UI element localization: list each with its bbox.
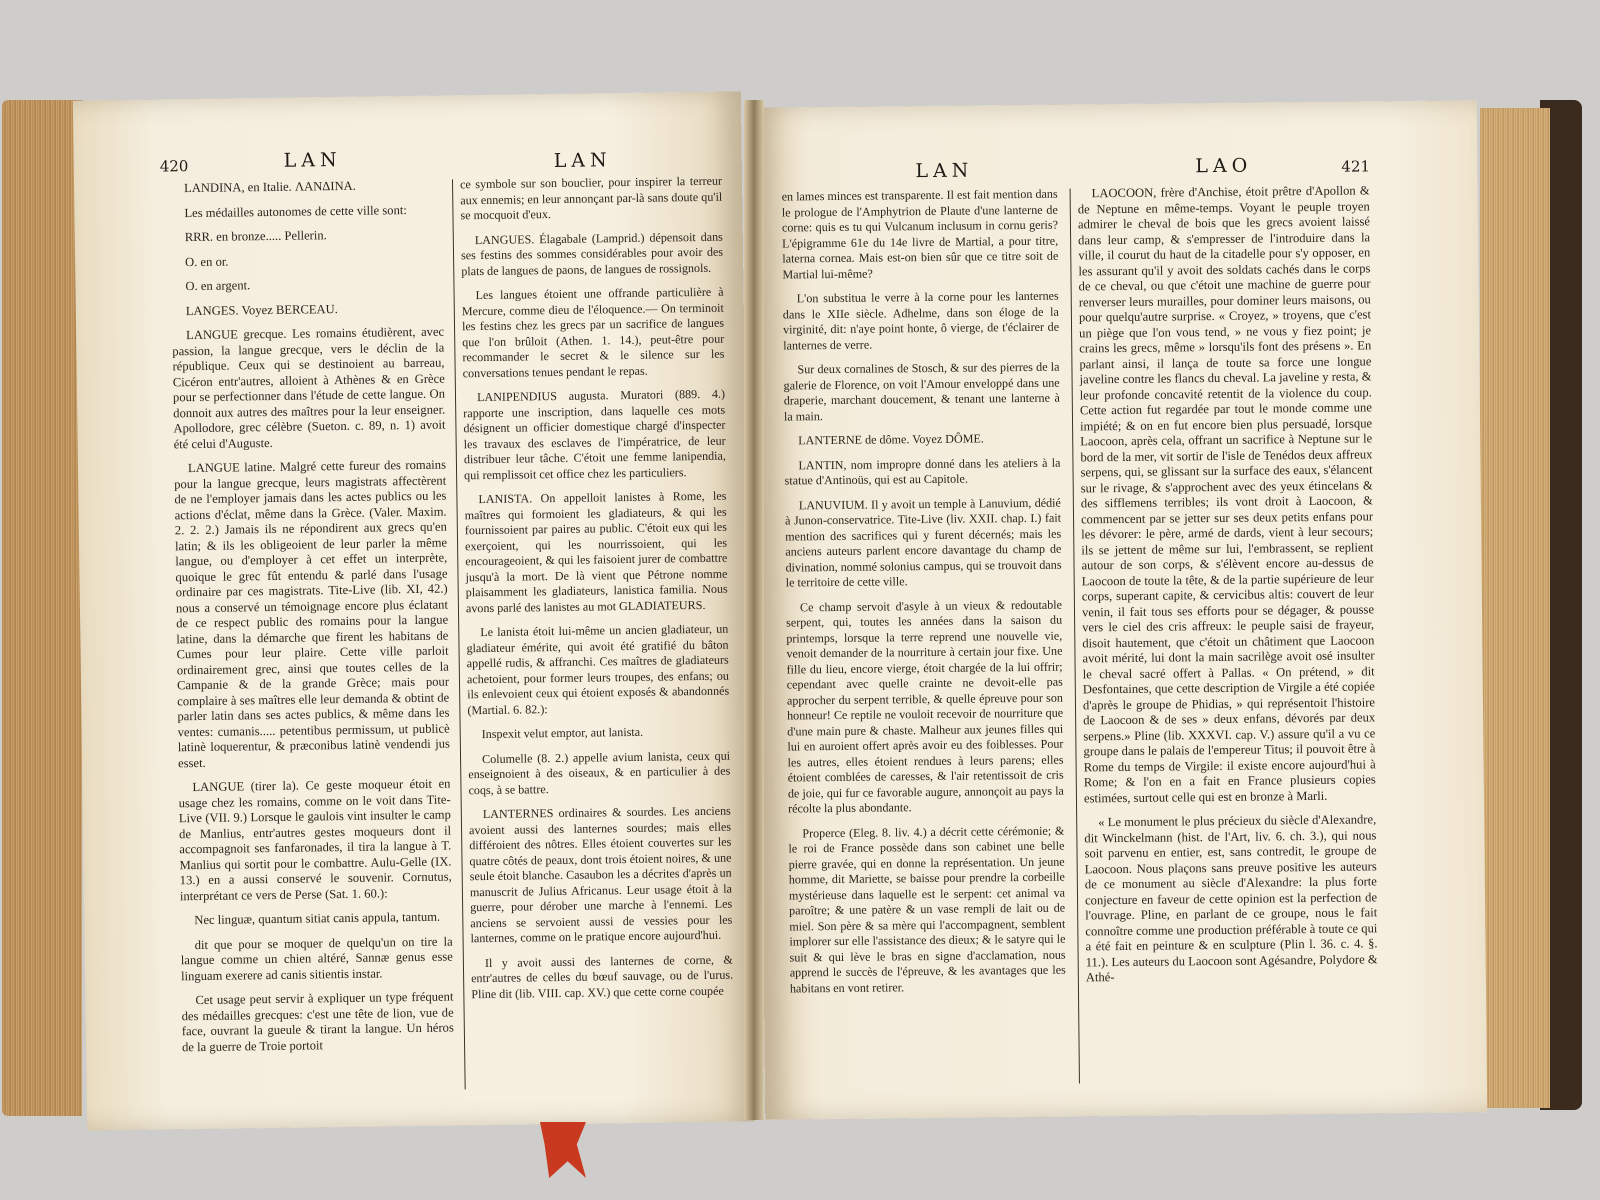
bookmark-ribbon xyxy=(540,1122,586,1178)
paragraph: Inspexit velut emptor, aut lanista. xyxy=(481,724,644,742)
paragraph: LANTIN, nom impropre donné dans les ateliers à la statue d'Antinoüs, qui est au Capitole. xyxy=(784,455,1061,488)
paragraph: ce symbole sur son bouclier, pour inspirer la terreur aux ennemis; en leur annonçant par-là sans doute qu'il se mocquoit d'eux. xyxy=(459,173,723,223)
paragraph: LANDINA, en Italie. ΛΑΝΔΙΝΑ. xyxy=(183,178,356,196)
right-page-edges xyxy=(1480,108,1550,1108)
paragraph: Sur deux cornalines de Stosch, & sur des pierres de la galerie de Florence, on voit l'Amour enveloppé dans une draperie, marchant doucement, & tenant une lanterne à la main. xyxy=(783,359,1060,424)
right-header-left: LAN xyxy=(915,159,974,183)
paragraph: LANGUE grecque. Les romains étudièrent, avec passion, la langue grecque, vers le déclin de la république. Ceux qui se destinoient au barreau, Cicéron entr'autres, alloient à Athènes & en Grèce pour se perfectionner dans l'étude de cette langue. On donnoit aux autres des maîtres pour la leur enseigner. Apollodore, grec célèbre (Sueton. c. 89, n. 1) avoit été celui d'Auguste. xyxy=(172,324,446,451)
paragraph: LAOCOON, frère d'Anchise, étoit prêtre d'Apollon & de Neptune en même-temps. Voyant le peuple troyen admirer le cheval de bois que les grecs avoient laissé dans leur camp, & s'empresser de l'introduire dans la ville, il courut du haut de la citadelle pour s'y opposer, en les assurant qu'il y avoit des soldats cachés dans le corps de ce cheval, ou que c'étoit une machine de guerre pour renverser leurs murailles, pour dominer leurs maisons, ou pour quelqu'autre surprise. « Croyez, » troyens, que c'est un piège que l'on vous tend, » ne vous y fiez point; je crains les grecs, même » lorsqu'ils font des présens ». En parlant ainsi, il lança de toute sa force une longue javeline contre les flancs du cheval. La javeline y resta, & leur profonde concavité retentit de la violence du coup. Cette action fut regardée par tout le monde comme une impiété; & on en fut encore bien plus persuadé, lorsque Laocoon, après cela, offrant un sacrifice à Neptune sur le bord de la mer, vit sortir de l'isle de Tenédos deux affreux serpens, qui, se glissant sur la surface des eaux, s'élancent sur le rivage, & s'approchent avec des yeux étincelans & des sifflemens terribles; ils vont droit à Laocoon, & commencent par se jetter sur ses deux petits enfans pour les dévorer: le père, armé de dards, vient à leur secours; ils se jettent de même sur lui, l'embrassent, se replient autour de son corps, & s'élèvent encore au-dessus de Laocoon de toute la tête, & de la partie supérieure de leur corps, superant capite, & cervicibus altis: couvert de leur venin, il fait tous ses efforts pour se dégager, & pousse vers le ciel des cris affreux: le peuple saisi de frayeur, disoit hautement, que c'étoit un châtiment que Laocoon avoit mérité, lui dont la main sacrilège avoit osé insulter le cheval sacré offert à Pallas. « On prétend, » dit Desfontaines, que cette description de Virgile a été copiée d'après le groupe de Phidias, » qui représentoit l'histoire de Laocoon & de ses » deux enfans, dévorés par deux serpens.» Pline (lib. XXXVI. cap. V.) assure qu'il a vu ce groupe dans le palais de l'empereur Titus; il pouvoit être à Rome du temps de Virgile: il existe encore aujourd'hui à Rome; & l'on en a fait en France plusieurs copies estimées, surtout celle qui est en bronze à Marli. xyxy=(1077,183,1376,805)
paragraph: O. en argent. xyxy=(185,278,251,294)
paragraph: LANGES. Voyez BERCEAU. xyxy=(185,301,338,318)
paragraph: LANGUE latine. Malgré cette fureur des romains pour la langue grecque, leurs magistrats affectèrent de ne l'employer jamais dans les actes publics ou les actions d'éclat, même dans la Grèce. (Valer. Maxim. 2. 2. 2.) Jamais ils ne répondirent aux grecs qu'en latin; & ils les obligeoient de leur parler la même langue, ou d'employer à cet effet un interprète, quoique le grec fût entendu & parlé dans l'usage ordinaire par ces magistrats. Tite-Live (lib. XI, 42.) nous a conservé un témoignage encore plus éclatant de ce respect public des romains pour la langue latine, dans la démarche que firent les habitans de Cumes pour leur plaire. Cette ville parloit ordinairement grec, ainsi que toutes celles de la Campanie & de la grande Grèce; mais pour complaire à ses maîtres elle leur demanda & obtint de parler latin dans ses actes publics, & même dans les ventes: cumanis..... petentibus permissum, ut publicè latinè loquerentur, & præconibus latinè vendendi jus esset. xyxy=(174,457,450,770)
paragraph: LANTERNE de dôme. Voyez DÔME. xyxy=(798,431,984,448)
left-header-right: LAN xyxy=(553,149,612,173)
paragraph: LANGUE (tirer la). Ce geste moqueur étoit en usage chez les romains, comme on le voit dans Tite-Live (VII. 9.) Lorsque le gaulois vint insulter le camp de Manlius, entr'autres gestes moqueurs dont il accompagnoit ses fanfaronades, il tira la langue à T. Manlius qui sortit pour le combattre. Aulu-Gelle (IX. 13.) en a aussi conservé le souvenir. Cornutus, interprétant ce vers de Perse (Sat. 1. 60.): xyxy=(178,776,452,903)
paragraph: RRR. en bronze..... Pellerin. xyxy=(184,228,327,245)
left-header-left: LAN xyxy=(283,148,342,172)
right-page-number: 421 xyxy=(1341,157,1371,176)
paragraph: Ce champ servoit d'asyle à un vieux & redoutable serpent, qui, toutes les années dans la saison du printemps, lorsque la terre reprend une nouvelle vie, venoit demander de la nourriture à certain jour fixe. Une fille du lieu, encore vierge, étoit chargée de la lui offrir; cependant avec quelle crainte ne devoit-elle pas approcher du serpent terrible, & quelle épreuve pour son honneur! Ce reptile ne vouloit recevoir de nourriture que d'une main pure & chaste. Malheur aux jeunes filles qui lui en auroient offert après avoir eu des foiblesses. Pour les autres, elles étoient rendues à leurs parens; elles étoient comblées de caresses, & l'air retentissoit de cris de joie, qui fur ce favorable augure, annonçoit au pays la récolte la plus abondante. xyxy=(786,597,1064,816)
paragraph: LANUVIUM. Il y avoit un temple à Lanuvium, dédié à Junon-conservatrice. Tite-Live (liv. XXII. chap. I.) fait mention des sacrifices qui y furent décernés; mais les anciens auteurs parlent encore davantage du champ de divination, nommé solonius campus, qui se trouvoit dans le territoire de cette ville. xyxy=(784,495,1062,590)
right-page xyxy=(755,100,1488,1120)
paragraph: « Le monument le plus précieux du siècle d'Alexandre, dit Winckelmann (hist. de l'Art, liv. 6. ch. 3.), qui nous soit parvenu en entier, est, sans contredit, le groupe de Laocoon. Nous plaçons sans preuve positive les auteurs de ce monument au siècle d'Alexandre: la plus forte conjecture en faveur de cette opinion est la perfection de l'ouvrage. Pline, en parlant de ce groupe, nous le fait connoître comme une production préférable à toute ce qui a été fait en peinture & en sculpture (Plin l. 36. c. 4. §. 11.). Les auteurs du Laocoon sont Agésandre, Polydore & Athé- xyxy=(1084,812,1378,985)
paragraph: Les médailles autonomes de cette ville sont: xyxy=(184,202,407,220)
paragraph: LANISTA. On appelloit lanistes à Rome, les maîtres qui formoient les gladiateurs, & qui les fournissoient par paires au public. C'étoit eux qui les exerçoient, qui les nourrissoient, qui les encourageoient, & qui les faisoient jurer de combattre jusqu'à la mort. De là vient que Pétrone nomme plaisamment les gladiateurs, lanistica familia. Nous avons parlé des lanistes au mot GLADIATEURS. xyxy=(464,488,728,615)
left-page-number: 420 xyxy=(159,157,189,176)
right-header-right: LAO xyxy=(1195,154,1253,178)
right-column-1 xyxy=(782,187,1067,1095)
paragraph: Les langues étoient une offrande particulière à Mercure, comme dieu de l'éloquence.— On terminoit les festins chez les grecs par un sacrifice de langues que l'on brûloit (Athen. 1. 14.), peut-être pour recommander le secret & le silence sur les conversations tenues pendant le repas. xyxy=(461,284,725,380)
left-column-2 xyxy=(460,174,735,1113)
paragraph: LANIPENDIUS augusta. Muratori (889. 4.) rapporte une inscription, dans laquelle ces mots désignent un officier domestique chargé d'inspecter les travaux des esclaves de l'impératrice, de leur distribuer leur tâche. C'étoit une femme lanipendia, qui remplissoit cet office chez les particuliers. xyxy=(463,386,726,482)
paragraph: Columelle (8. 2.) appelle avium lanista, ceux qui enseignoient à des oiseaux, & en particulier à des coqs, à se battre. xyxy=(468,748,731,797)
paragraph: Properce (Eleg. 8. liv. 4.) a décrit cette cérémonie; & le roi de France possède dans son cabinet une belle pierre gravée, qui en donne la représentation. Un jeune homme, dit Mariette, se baisse pour prendre la corbeille mystérieuse dans laquelle est le serpent: cet animal va paroître; & une patère & un vase rempli de lait ou de miel. Son père & sa mère qui l'accompagnent, semblent implorer sur elle l'assistance des dieux; & le satyre qui le suit & qui lève le bras en signe d'acclamation, nous apprend le succès de l'épreuve, & les avantages que les habitans en vont retirer. xyxy=(788,823,1066,995)
paragraph: O. en or. xyxy=(185,254,229,269)
paragraph: Cet usage peut servir à expliquer un type fréquent des médailles grecques: c'est une tête de lion, vue de face, ouvrant la gueule & tirant la langue. Un héros de la guerre de Troie portoit xyxy=(181,989,454,1054)
paragraph: Le lanista étoit lui-même un ancien gladiateur, un gladiateur émérite, qui avoit été gratifié du bâton appellé rudis, & affranchi. Ces maîtres de gladiateurs achetoient, pour former leurs troupes, des enfans; ou ils enlevoient ceux qui étoient exposés & abandonnés (Martial. 6. 82.): xyxy=(466,621,730,717)
paragraph: LANGUES. Élagabale (Lamprid.) dépensoit dans ses festins des sommes considérables pour avoir des plats de langues de paons, de langues de rossignols. xyxy=(460,229,724,278)
left-page xyxy=(73,91,755,1130)
paragraph: en lames minces est transparente. Il est fait mention dans le prologue de l'Amphytrion de Plaute d'une lanterne de corne: quis es tu qui Vulcanum inclusum in cornu geris? L'épigramme 61e du 14e livre de Martial, a pour titre, laterna cornea. Mais est-on bien sûr que ce titre soit de Martial lui-même? xyxy=(781,186,1059,282)
paragraph: L'on substitua le verre à la corne pour les lanternes dans le XIIe siècle. Adhelme, dans son éloge de la virginité, dit: n'aye point honte, ô vierge, de t'éclairer de lanternes de verre. xyxy=(782,288,1060,353)
paragraph: Il y avoit aussi des lanternes de corne, & entr'autres de celles du bœuf sauvage, ou de l'urus. Pline dit (lib. VIII. cap. XV.) que cette corne coupée xyxy=(471,952,734,1001)
paragraph: LANTERNES ordinaires & sourdes. Les anciens avoient aussi des lanternes sourdes; mais elles différoient des nôtres. Elles étoient couvertes sur les quatre côtés de peaux, dont trois étoient noires, & une seule étoit blanche. Casaubon les a décrites d'après un manuscrit de Julius Africanus. Leur usage étoit à la guerre, pour dérober une marche à l'ennemi. Les anciens se servoient aussi de vessies pour les lanternes, comme on le pratique encore aujourd'hui. xyxy=(468,803,733,946)
paragraph: Nec linguæ, quantum sitiat canis appula, tantum. xyxy=(194,909,441,928)
paragraph: dit que pour se moquer de quelqu'un on tire la langue comme un chien altéré, Sannæ genus esse linguam exerere ad canis sitientis instar. xyxy=(180,933,453,983)
left-page-edges xyxy=(2,100,82,1116)
right-column-2 xyxy=(1078,183,1379,1091)
left-column-1 xyxy=(170,178,455,1117)
spine-gutter xyxy=(744,100,764,1120)
